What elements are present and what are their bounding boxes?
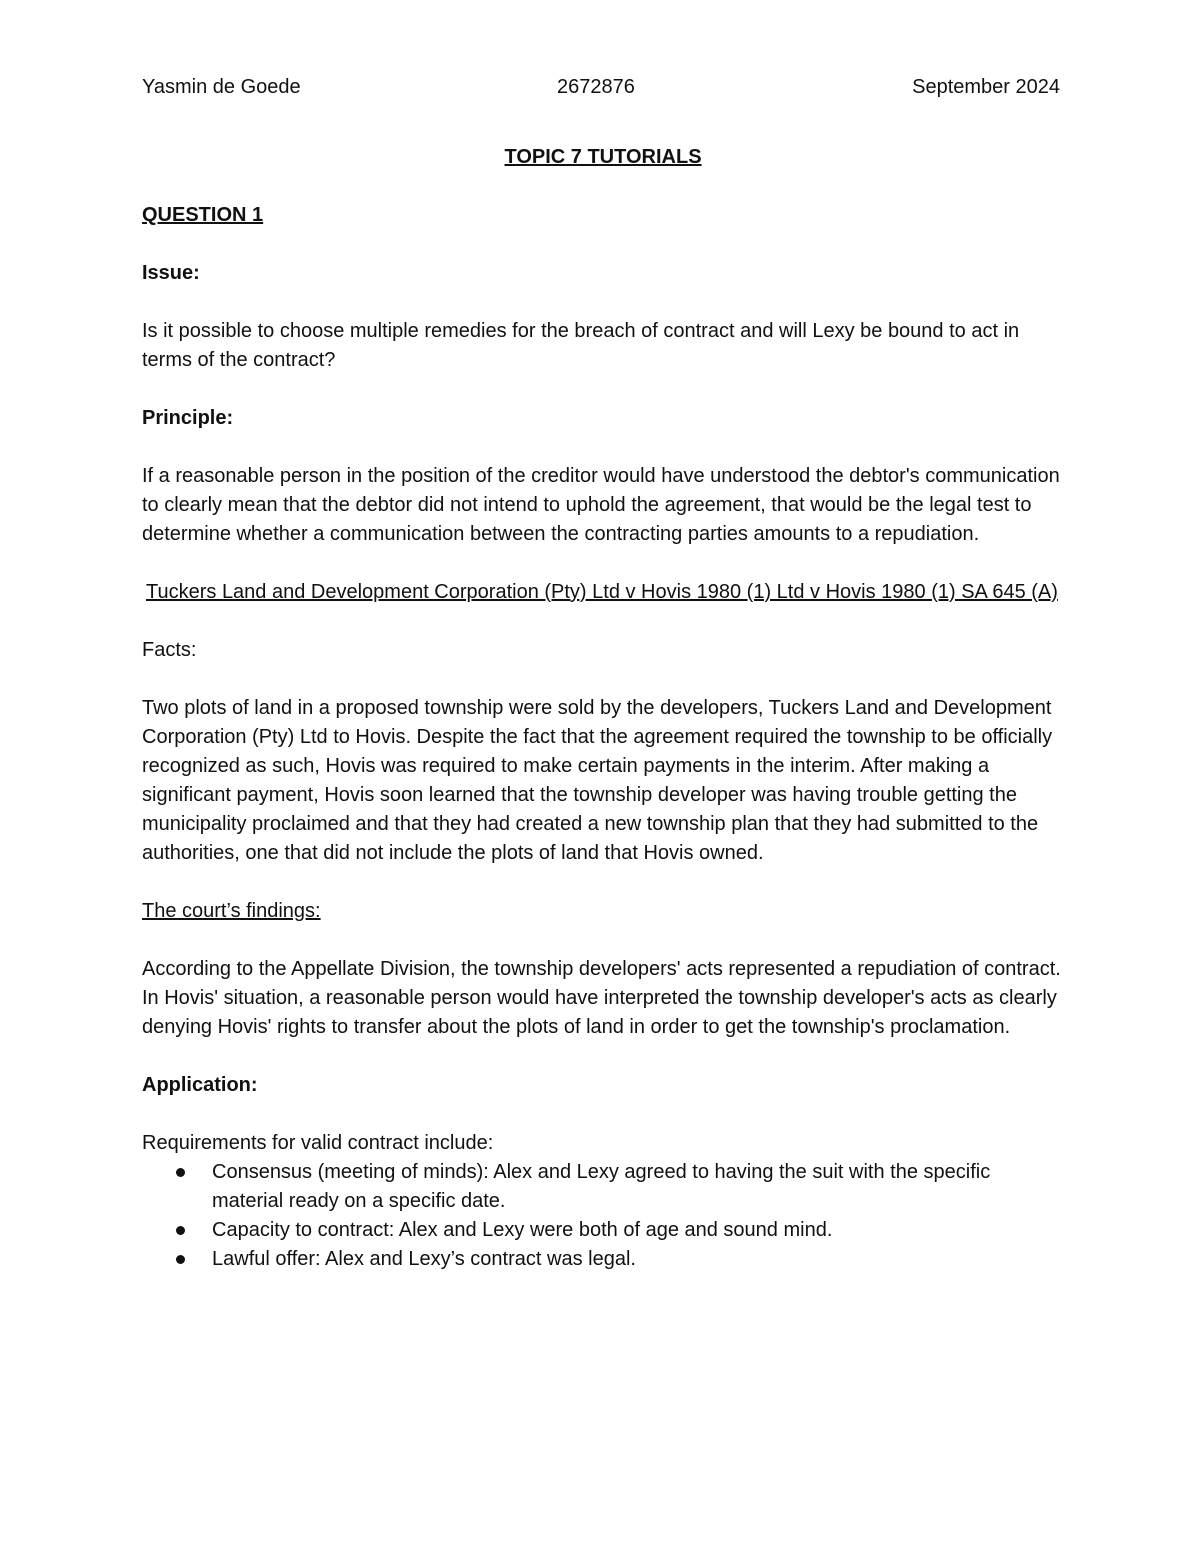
findings-text: According to the Appellate Division, the township developers' acts represented a repudiation of contract. In Hovis' situation, a reasonable person would have interpreted the township developer's acts as clearly denying Hovis' rights to transfer about the plots of land in order to get the township's proclamation. (142, 958, 1061, 1038)
document-title: TOPIC 7 TUTORIALS (504, 146, 702, 168)
requirement-text: Lawful offer: Alex and Lexy’s contract was legal. (212, 1248, 636, 1270)
findings-label: The court’s findings: (142, 900, 321, 922)
bullet-icon (176, 1226, 185, 1235)
question-heading: QUESTION 1 (142, 204, 264, 226)
list-item (142, 1216, 1064, 1245)
principle-label: Principle: (142, 407, 234, 429)
requirements-list (142, 1158, 1064, 1274)
facts-text: Two plots of land in a proposed township were sold by the developers, Tuckers Land and Development Corporation (Pty) Ltd to Hovis. Despite the fact that the agreement required the township to be officially recognized as such, Hovis was required to make certain payments in the interim. After making a significant payment, Hovis soon learned that the township developer was having trouble getting the municipality proclaimed and that they had created a new township plan that they had submitted to the authorities, one that did not include the plots of land that Hovis owned. (142, 697, 1053, 864)
bullet-icon (176, 1255, 185, 1264)
requirements-intro: Requirements for valid contract include: (142, 1132, 494, 1154)
bullet-icon (176, 1168, 185, 1177)
requirement-text: Consensus (meeting of minds): Alex and Lexy agreed to having the suit with the specific material ready on a specific date. (212, 1161, 991, 1212)
issue-label: Issue: (142, 262, 200, 284)
issue-text: Is it possible to choose multiple remedies for the breach of contract and will Lexy be bound to act in terms of the contract? (142, 320, 1020, 371)
page-header (142, 72, 1060, 102)
case-citation: Tuckers Land and Development Corporation (Pty) Ltd v Hovis 1980 (1) Ltd v Hovis 1980 (1) SA 645 (A) (146, 581, 1058, 603)
header-date: September 2024 (912, 76, 1060, 98)
document-body (142, 143, 1064, 1274)
application-label: Application: (142, 1074, 258, 1096)
header-author: Yasmin de Goede (142, 76, 301, 98)
principle-text: If a reasonable person in the position of the creditor would have understood the debtor's communication to clearly mean that the debtor did not intend to uphold the agreement, that would be the legal test to determine whether a communication between the contracting parties amounts to a repudiation. (142, 465, 1060, 545)
list-item (142, 1245, 1064, 1274)
header-student-number: 2672876 (557, 76, 635, 98)
facts-label: Facts: (142, 639, 197, 661)
list-item (142, 1158, 1064, 1216)
requirement-text: Capacity to contract: Alex and Lexy were both of age and sound mind. (212, 1219, 833, 1241)
